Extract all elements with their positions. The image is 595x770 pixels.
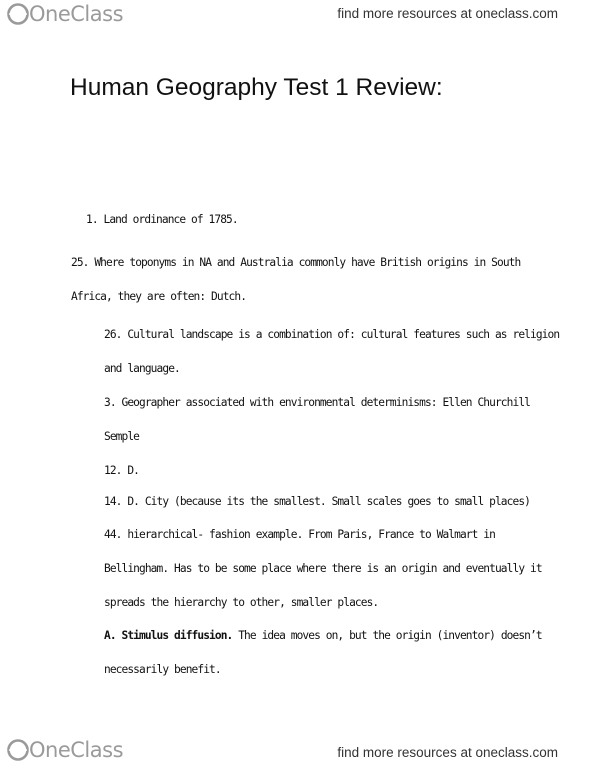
review-item-44-line3: spreads the hierarchy to other, smaller places.	[104, 596, 379, 609]
logo-wordmark: OneClass	[29, 1, 124, 26]
oneclass-logo-icon	[6, 2, 30, 26]
review-item-26-line2: and language.	[104, 362, 180, 375]
review-item-a-line1	[104, 629, 542, 642]
oneclass-logo-footer[interactable]	[6, 738, 123, 762]
review-item-a-line2: necessarily benefit.	[104, 663, 221, 676]
review-item-3-line1: 3. Geographer associated with environmental determinisms: Ellen Churchill	[104, 396, 530, 409]
review-item-25-line1: 25. Where toponyms in NA and Australia commonly have British origins in South	[71, 256, 521, 269]
review-item-3-line2: Semple	[104, 430, 140, 443]
review-item-12: 12. D.	[104, 464, 140, 477]
review-item-14: 14. D. City (because its the smallest. Small scales goes to small places)	[104, 495, 530, 508]
oneclass-logo-icon	[6, 738, 30, 762]
footer-resources-link[interactable]: find more resources at oneclass.com	[337, 745, 558, 760]
oneclass-logo[interactable]	[6, 2, 123, 26]
document-title: Human Geography Test 1 Review:	[70, 74, 443, 101]
review-item-26-line1: 26. Cultural landscape is a combination of: cultural features such as religion	[104, 328, 560, 341]
review-item-44-line2: Bellingham. Has to be some place where there is an origin and eventually it	[104, 562, 542, 575]
header-resources-link[interactable]: find more resources at oneclass.com	[337, 6, 558, 21]
review-item-a-text: The idea moves on, but the origin (inventor) doesn’t	[232, 629, 542, 642]
review-item-1: 1. Land ordinance of 1785.	[86, 213, 238, 226]
review-item-25-line2: Africa, they are often: Dutch.	[71, 290, 247, 303]
logo-wordmark: OneClass	[29, 737, 124, 762]
review-item-44-line1: 44. hierarchical- fashion example. From Paris, France to Walmart in	[104, 528, 495, 541]
review-item-a-label: A. Stimulus diffusion.	[104, 629, 233, 642]
